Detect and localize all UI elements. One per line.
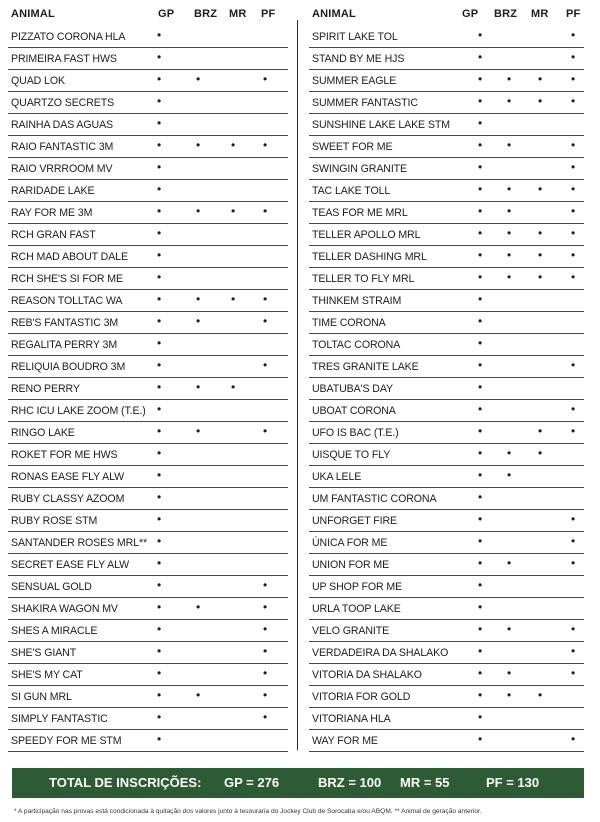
gp-entry-dot: •	[478, 204, 483, 218]
gp-entry-dot: •	[157, 116, 162, 130]
animal-name: TOLTAC CORONA	[312, 339, 401, 351]
animal-name: RARIDADE LAKE	[11, 185, 95, 197]
brz-entry-dot: •	[507, 270, 512, 284]
table-row	[309, 510, 584, 532]
brz-entry-dot: •	[507, 204, 512, 218]
gp-entry-dot: •	[478, 732, 483, 746]
gp-entry-dot: •	[478, 468, 483, 482]
animal-name: TELLER DASHING MRL	[312, 251, 427, 263]
mr-entry-dot: •	[538, 182, 543, 196]
gp-entry-dot: •	[157, 50, 162, 64]
table-row	[8, 576, 288, 598]
mr-entry-dot: •	[538, 424, 543, 438]
right-table-body	[309, 26, 584, 752]
gp-entry-dot: •	[157, 28, 162, 42]
brz-entry-dot: •	[507, 226, 512, 240]
gp-entry-dot: •	[478, 424, 483, 438]
gp-entry-dot: •	[157, 226, 162, 240]
brz-entry-dot: •	[196, 72, 201, 86]
animal-name: UNION FOR ME	[312, 559, 390, 571]
animal-name: REB'S FANTASTIC 3M	[11, 317, 119, 329]
table-row	[309, 268, 584, 290]
brz-entry-dot: •	[507, 182, 512, 196]
animal-name: SPIRIT LAKE TOL	[312, 31, 398, 43]
mr-entry-dot: •	[231, 138, 236, 152]
animal-name: RCH GRAN FAST	[11, 229, 96, 241]
right-table-header	[309, 4, 584, 26]
table-row	[8, 378, 288, 400]
gp-entry-dot: •	[478, 292, 483, 306]
animal-name: SUMMER EAGLE	[312, 75, 397, 87]
header-brz: BRZ	[494, 8, 518, 20]
pf-entry-dot: •	[571, 270, 576, 284]
gp-entry-dot: •	[478, 50, 483, 64]
table-row	[309, 26, 584, 48]
mr-entry-dot: •	[538, 446, 543, 460]
brz-entry-dot: •	[507, 556, 512, 570]
gp-entry-dot: •	[478, 534, 483, 548]
animal-name: UNFORGET FIRE	[312, 515, 398, 527]
table-row	[309, 158, 584, 180]
pf-entry-dot: •	[571, 204, 576, 218]
table-row	[309, 48, 584, 70]
animal-name: TELLER TO FLY MRL	[312, 273, 415, 285]
table-row	[8, 356, 288, 378]
table-row	[8, 400, 288, 422]
gp-entry-dot: •	[478, 688, 483, 702]
animal-name: ÚNICA FOR ME	[312, 537, 388, 549]
brz-entry-dot: •	[507, 72, 512, 86]
gp-entry-dot: •	[478, 490, 483, 504]
gp-entry-dot: •	[478, 600, 483, 614]
animal-name: RELIQUIA BOUDRO 3M	[11, 361, 126, 373]
gp-entry-dot: •	[157, 138, 162, 152]
table-row	[8, 620, 288, 642]
column-divider	[297, 20, 298, 750]
pf-entry-dot: •	[571, 226, 576, 240]
mr-entry-dot: •	[538, 248, 543, 262]
pf-entry-dot: •	[263, 72, 268, 86]
mr-entry-dot: •	[231, 204, 236, 218]
gp-entry-dot: •	[157, 204, 162, 218]
table-row	[309, 92, 584, 114]
table-row	[8, 598, 288, 620]
animal-name: RHC ICU LAKE ZOOM (T.E.)	[11, 405, 146, 417]
gp-entry-dot: •	[157, 578, 162, 592]
gp-entry-dot: •	[157, 534, 162, 548]
gp-entry-dot: •	[157, 490, 162, 504]
animal-name: QUAD LOK	[11, 75, 65, 87]
table-row	[309, 642, 584, 664]
pf-entry-dot: •	[571, 424, 576, 438]
table-row	[309, 576, 584, 598]
table-row	[8, 730, 288, 752]
gp-entry-dot: •	[157, 94, 162, 108]
left-table-header	[8, 4, 288, 26]
table-row	[309, 136, 584, 158]
animal-name: SENSUAL GOLD	[11, 581, 92, 593]
animal-name: SHE'S MY CAT	[11, 669, 83, 681]
animal-name: THINKEM STRAIM	[312, 295, 402, 307]
brz-entry-dot: •	[507, 138, 512, 152]
animal-name: SIMPLY FANTASTIC	[11, 713, 108, 725]
header-mr: MR	[531, 8, 549, 20]
header-gp: GP	[462, 8, 479, 20]
table-row	[8, 510, 288, 532]
gp-entry-dot: •	[478, 270, 483, 284]
gp-entry-dot: •	[157, 468, 162, 482]
total-pf: PF = 130	[486, 775, 540, 790]
animal-name: TAC LAKE TOLL	[312, 185, 391, 197]
gp-entry-dot: •	[478, 226, 483, 240]
table-row	[8, 92, 288, 114]
table-row	[8, 664, 288, 686]
animal-name: RUBY ROSE STM	[11, 515, 98, 527]
pf-entry-dot: •	[263, 710, 268, 724]
gp-entry-dot: •	[478, 314, 483, 328]
gp-entry-dot: •	[157, 710, 162, 724]
animal-name: SHE'S GIANT	[11, 647, 77, 659]
pf-entry-dot: •	[571, 50, 576, 64]
right-entries-table	[309, 4, 584, 752]
animal-name: SWEET FOR ME	[312, 141, 393, 153]
gp-entry-dot: •	[478, 380, 483, 394]
pf-entry-dot: •	[263, 666, 268, 680]
gp-entry-dot: •	[157, 270, 162, 284]
table-row	[309, 488, 584, 510]
pf-entry-dot: •	[571, 512, 576, 526]
animal-name: UBATUBA'S DAY	[312, 383, 393, 395]
pf-entry-dot: •	[571, 358, 576, 372]
table-row	[8, 334, 288, 356]
gp-entry-dot: •	[478, 94, 483, 108]
table-row	[8, 642, 288, 664]
table-row	[8, 180, 288, 202]
animal-name: TIME CORONA	[312, 317, 386, 329]
animal-name: VITORIA DA SHALAKO	[312, 669, 422, 681]
animal-name: UKA LELE	[312, 471, 362, 483]
table-row	[8, 554, 288, 576]
animal-name: SECRET EASE FLY ALW	[11, 559, 130, 571]
pf-entry-dot: •	[263, 358, 268, 372]
gp-entry-dot: •	[478, 666, 483, 680]
gp-entry-dot: •	[157, 446, 162, 460]
animal-name: PRIMEIRA FAST HWS	[11, 53, 117, 65]
gp-entry-dot: •	[157, 380, 162, 394]
table-row	[8, 202, 288, 224]
animal-name: PIZZATO CORONA HLA	[11, 31, 126, 43]
gp-entry-dot: •	[157, 622, 162, 636]
pf-entry-dot: •	[263, 688, 268, 702]
brz-entry-dot: •	[507, 468, 512, 482]
gp-entry-dot: •	[478, 28, 483, 42]
table-row	[8, 488, 288, 510]
brz-entry-dot: •	[507, 688, 512, 702]
header-brz: BRZ	[194, 8, 218, 20]
brz-entry-dot: •	[196, 424, 201, 438]
table-row	[309, 620, 584, 642]
table-row	[8, 312, 288, 334]
table-row	[8, 444, 288, 466]
table-row	[309, 180, 584, 202]
total-gp: GP = 276	[224, 775, 280, 790]
totals-label: TOTAL DE INSCRIÇÕES:	[49, 775, 202, 790]
animal-name: TRES GRANITE LAKE	[312, 361, 419, 373]
gp-entry-dot: •	[478, 710, 483, 724]
brz-entry-dot: •	[196, 600, 201, 614]
total-mr: MR = 55	[400, 775, 450, 790]
gp-entry-dot: •	[157, 248, 162, 262]
table-row	[309, 378, 584, 400]
animal-name: SHES A MIRACLE	[11, 625, 98, 637]
table-row	[309, 246, 584, 268]
gp-entry-dot: •	[157, 160, 162, 174]
animal-name: REASON TOLLTAC WA	[11, 295, 123, 307]
gp-entry-dot: •	[478, 72, 483, 86]
mr-entry-dot: •	[538, 72, 543, 86]
table-row	[309, 224, 584, 246]
pf-entry-dot: •	[571, 160, 576, 174]
table-row	[8, 48, 288, 70]
pf-entry-dot: •	[571, 732, 576, 746]
brz-entry-dot: •	[196, 204, 201, 218]
left-table-body	[8, 26, 288, 752]
table-row	[309, 554, 584, 576]
table-row	[8, 532, 288, 554]
gp-entry-dot: •	[157, 358, 162, 372]
pf-entry-dot: •	[571, 644, 576, 658]
table-row	[8, 466, 288, 488]
gp-entry-dot: •	[478, 248, 483, 262]
mr-entry-dot: •	[538, 226, 543, 240]
animal-name: SANTANDER ROSES MRL**	[11, 537, 148, 549]
table-row	[309, 70, 584, 92]
animal-name: SWINGIN GRANITE	[312, 163, 408, 175]
mr-entry-dot: •	[538, 270, 543, 284]
table-row	[8, 26, 288, 48]
mr-entry-dot: •	[538, 688, 543, 702]
table-row	[309, 466, 584, 488]
pf-entry-dot: •	[263, 644, 268, 658]
pf-entry-dot: •	[263, 622, 268, 636]
table-row	[309, 422, 584, 444]
table-row	[8, 114, 288, 136]
animal-name: UM FANTASTIC CORONA	[312, 493, 437, 505]
gp-entry-dot: •	[478, 578, 483, 592]
animal-name: TEAS FOR ME MRL	[312, 207, 408, 219]
pf-entry-dot: •	[571, 138, 576, 152]
footnote: * A participação nas provas está condicionada à quitação dos valores junto à tesouraria do Jockey Club de Sorocaba e/ou ABQM. ** Animal de geração anterior.	[14, 808, 482, 815]
header-animal: ANIMAL	[312, 8, 356, 20]
animal-name: SUNSHINE LAKE LAKE STM	[312, 119, 450, 131]
brz-entry-dot: •	[196, 380, 201, 394]
table-row	[309, 664, 584, 686]
gp-entry-dot: •	[157, 512, 162, 526]
animal-name: VITORIA FOR GOLD	[312, 691, 411, 703]
animal-name: RAY FOR ME 3M	[11, 207, 93, 219]
animal-name: URLA TOOP LAKE	[312, 603, 401, 615]
table-row	[8, 708, 288, 730]
mr-entry-dot: •	[538, 94, 543, 108]
table-row	[309, 202, 584, 224]
table-row	[309, 290, 584, 312]
animal-name: VELO GRANITE	[312, 625, 390, 637]
animal-name: UISQUE TO FLY	[312, 449, 391, 461]
pf-entry-dot: •	[571, 534, 576, 548]
animal-name: RAIO FANTASTIC 3M	[11, 141, 114, 153]
header-pf: PF	[261, 8, 276, 20]
pf-entry-dot: •	[571, 556, 576, 570]
gp-entry-dot: •	[478, 336, 483, 350]
animal-name: SHAKIRA WAGON MV	[11, 603, 118, 615]
animal-name: VITORIANA HLA	[312, 713, 391, 725]
brz-entry-dot: •	[196, 138, 201, 152]
gp-entry-dot: •	[478, 116, 483, 130]
table-row	[309, 334, 584, 356]
gp-entry-dot: •	[157, 402, 162, 416]
pf-entry-dot: •	[571, 402, 576, 416]
pf-entry-dot: •	[571, 72, 576, 86]
table-row	[309, 312, 584, 334]
table-row	[8, 158, 288, 180]
animal-name: SPEEDY FOR ME STM	[11, 735, 122, 747]
table-row	[309, 400, 584, 422]
animal-name: UP SHOP FOR ME	[312, 581, 403, 593]
table-row	[309, 598, 584, 620]
table-row	[309, 532, 584, 554]
animal-name: RENO PERRY	[11, 383, 80, 395]
table-row	[309, 114, 584, 136]
brz-entry-dot: •	[507, 446, 512, 460]
pf-entry-dot: •	[571, 182, 576, 196]
left-entries-table	[8, 4, 288, 752]
animal-name: RCH MAD ABOUT DALE	[11, 251, 128, 263]
gp-entry-dot: •	[478, 622, 483, 636]
animal-name: STAND BY ME HJS	[312, 53, 405, 65]
header-mr: MR	[229, 8, 247, 20]
pf-entry-dot: •	[263, 600, 268, 614]
pf-entry-dot: •	[263, 314, 268, 328]
brz-entry-dot: •	[507, 622, 512, 636]
gp-entry-dot: •	[478, 358, 483, 372]
gp-entry-dot: •	[157, 292, 162, 306]
mr-entry-dot: •	[231, 380, 236, 394]
animal-name: UFO IS BAC (T.E.)	[312, 427, 399, 439]
pf-entry-dot: •	[571, 94, 576, 108]
gp-entry-dot: •	[478, 556, 483, 570]
animal-name: VERDADEIRA DA SHALAKO	[312, 647, 449, 659]
table-row	[309, 444, 584, 466]
animal-name: REGALITA PERRY 3M	[11, 339, 118, 351]
animal-name: RCH SHE'S SI FOR ME	[11, 273, 123, 285]
pf-entry-dot: •	[263, 578, 268, 592]
gp-entry-dot: •	[478, 446, 483, 460]
pf-entry-dot: •	[263, 138, 268, 152]
gp-entry-dot: •	[157, 688, 162, 702]
animal-name: WAY FOR ME	[312, 735, 378, 747]
pf-entry-dot: •	[263, 204, 268, 218]
table-row	[309, 708, 584, 730]
animal-name: ROKET FOR ME HWS	[11, 449, 118, 461]
gp-entry-dot: •	[478, 402, 483, 416]
animal-name: TELLER APOLLO MRL	[312, 229, 421, 241]
pf-entry-dot: •	[263, 292, 268, 306]
animal-name: SUMMER FANTASTIC	[312, 97, 418, 109]
table-row	[8, 224, 288, 246]
animal-name: UBOAT CORONA	[312, 405, 396, 417]
pf-entry-dot: •	[571, 248, 576, 262]
gp-entry-dot: •	[157, 424, 162, 438]
gp-entry-dot: •	[157, 72, 162, 86]
table-row	[8, 70, 288, 92]
gp-entry-dot: •	[478, 182, 483, 196]
gp-entry-dot: •	[478, 512, 483, 526]
total-brz: BRZ = 100	[318, 775, 382, 790]
table-row	[8, 246, 288, 268]
table-row	[309, 730, 584, 752]
animal-name: RAIO VRRROOM MV	[11, 163, 113, 175]
gp-entry-dot: •	[157, 666, 162, 680]
pf-entry-dot: •	[263, 424, 268, 438]
header-pf: PF	[566, 8, 581, 20]
animal-name: RINGO LAKE	[11, 427, 75, 439]
brz-entry-dot: •	[196, 314, 201, 328]
table-row	[8, 136, 288, 158]
gp-entry-dot: •	[478, 160, 483, 174]
pf-entry-dot: •	[571, 28, 576, 42]
gp-entry-dot: •	[478, 644, 483, 658]
header-gp: GP	[158, 8, 175, 20]
animal-name: RUBY CLASSY AZOOM	[11, 493, 125, 505]
animal-name: RAINHA DAS AGUAS	[11, 119, 114, 131]
brz-entry-dot: •	[507, 248, 512, 262]
animal-name: QUARTZO SECRETS	[11, 97, 115, 109]
mr-entry-dot: •	[231, 292, 236, 306]
table-row	[8, 686, 288, 708]
table-row	[8, 422, 288, 444]
pf-entry-dot: •	[571, 666, 576, 680]
table-row	[8, 290, 288, 312]
gp-entry-dot: •	[157, 600, 162, 614]
brz-entry-dot: •	[507, 666, 512, 680]
brz-entry-dot: •	[196, 688, 201, 702]
table-row	[309, 686, 584, 708]
totals-bar	[12, 768, 584, 798]
gp-entry-dot: •	[478, 138, 483, 152]
gp-entry-dot: •	[157, 732, 162, 746]
brz-entry-dot: •	[507, 94, 512, 108]
gp-entry-dot: •	[157, 182, 162, 196]
brz-entry-dot: •	[196, 292, 201, 306]
animal-name: RONAS EASE FLY ALW	[11, 471, 125, 483]
table-row	[8, 268, 288, 290]
table-row	[309, 356, 584, 378]
animal-name: SI GUN MRL	[11, 691, 72, 703]
pf-entry-dot: •	[571, 622, 576, 636]
header-animal: ANIMAL	[11, 8, 55, 20]
gp-entry-dot: •	[157, 556, 162, 570]
gp-entry-dot: •	[157, 314, 162, 328]
gp-entry-dot: •	[157, 336, 162, 350]
gp-entry-dot: •	[157, 644, 162, 658]
